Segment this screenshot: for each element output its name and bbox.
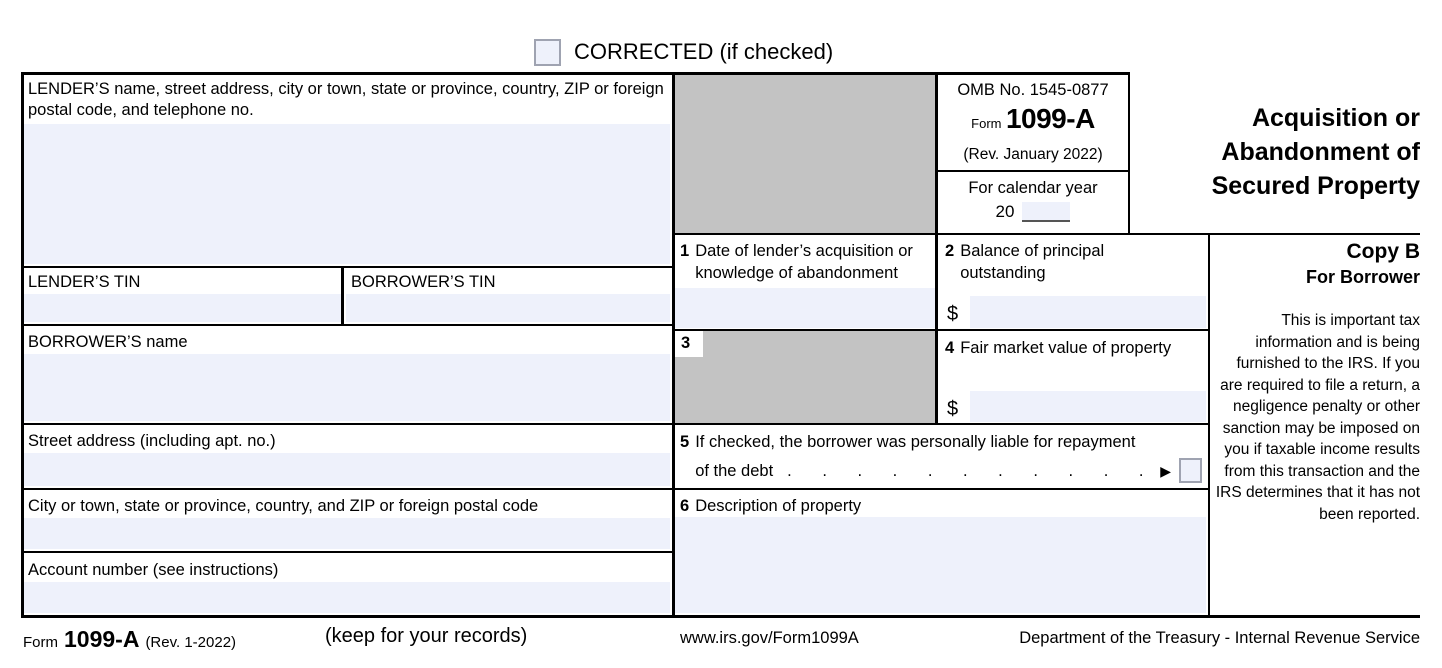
box5-number: 5 xyxy=(680,433,690,451)
omb-number: OMB No. 1545-0877 xyxy=(957,81,1109,99)
form-revision: (Rev. January 2022) xyxy=(963,146,1103,163)
lender-tin-input[interactable] xyxy=(24,294,341,322)
divider xyxy=(937,170,1130,172)
footer-form-word: Form xyxy=(23,634,58,651)
calendar-year-row xyxy=(940,202,1126,222)
corrected-label: CORRECTED (if checked) xyxy=(574,39,834,64)
box1-input[interactable] xyxy=(675,288,935,328)
box5-dot-leader: . . . . . . . . . . . xyxy=(787,461,1157,480)
box5-label-line2-row xyxy=(695,458,1202,483)
borrower-name-label: BORROWER’S name xyxy=(28,333,188,351)
box5-label-row xyxy=(680,431,1202,483)
form-word: Form xyxy=(971,116,1002,131)
box1-label: Date of lender’s acquisition or knowledge of abandonment xyxy=(695,242,913,282)
footer-form-revision: (Rev. 1-2022) xyxy=(145,634,237,651)
divider xyxy=(21,266,672,268)
form-title: Acquisition or Abandonment of Secured Property xyxy=(1211,104,1420,200)
box2-label: Balance of principal outstanding xyxy=(960,242,1105,282)
footer-form-identity xyxy=(23,626,236,653)
box4-label: Fair market value of property xyxy=(960,339,1172,357)
box4-label-row xyxy=(945,337,1201,359)
box5-checkbox[interactable] xyxy=(1179,458,1202,483)
form-number: 1099-A xyxy=(1005,103,1095,134)
footer-keep-note: (keep for your records) xyxy=(325,625,528,647)
box2-number: 2 xyxy=(945,242,955,260)
box6-number: 6 xyxy=(680,497,690,515)
box3-number: 3 xyxy=(681,334,691,352)
calendar-year-prefix: 20 xyxy=(995,202,1015,221)
footer-url[interactable]: www.irs.gov/Form1099A xyxy=(680,629,859,647)
box4-dollar-sign: $ xyxy=(947,398,959,420)
calendar-year-label: For calendar year xyxy=(968,179,1098,197)
border-top xyxy=(21,72,1128,75)
box4-number: 4 xyxy=(945,339,955,357)
box3-number-corner xyxy=(675,331,703,357)
street-address-label: Street address (including apt. no.) xyxy=(28,432,276,450)
street-address-input[interactable] xyxy=(24,453,670,486)
box4-input[interactable] xyxy=(970,391,1206,422)
borrower-tin-input[interactable] xyxy=(346,294,670,322)
divider xyxy=(1208,233,1210,617)
borrower-name-input[interactable] xyxy=(24,354,670,421)
box2-input[interactable] xyxy=(970,296,1206,328)
box6-label-row xyxy=(680,495,861,517)
box6-input[interactable] xyxy=(675,517,1206,613)
divider xyxy=(21,324,672,326)
border-bottom xyxy=(21,615,1420,618)
footer-agency: Department of the Treasury - Internal Revenue Service xyxy=(1019,629,1420,647)
divider xyxy=(341,266,344,326)
divider xyxy=(935,72,938,425)
corrected-checkbox[interactable] xyxy=(534,39,561,66)
box2-label-row xyxy=(945,240,1185,284)
copy-label: Copy B xyxy=(1346,240,1420,263)
divider xyxy=(21,423,1210,425)
box5-arrow-icon: ▶ xyxy=(1160,462,1171,479)
box1-label-row xyxy=(680,240,932,284)
divider xyxy=(1128,72,1130,235)
city-input[interactable] xyxy=(24,518,670,549)
box3-shaded-area xyxy=(675,331,935,423)
lender-info-input[interactable] xyxy=(24,124,670,264)
account-number-input[interactable] xyxy=(24,582,670,613)
divider xyxy=(672,233,1420,235)
lender-tin-label: LENDER’S TIN xyxy=(28,273,141,291)
copy-recipient: For Borrower xyxy=(1305,267,1420,287)
form-identity xyxy=(940,103,1126,135)
city-label: City or town, state or province, country, and ZIP or foreign postal code xyxy=(28,497,539,515)
borrower-tin-label: BORROWER’S TIN xyxy=(351,273,496,291)
shaded-box-top xyxy=(675,75,935,233)
box1-number: 1 xyxy=(680,242,690,260)
account-number-label: Account number (see instructions) xyxy=(28,561,279,579)
box5-label-line2: of the debt xyxy=(695,461,774,480)
footer-form-number: 1099-A xyxy=(64,626,140,652)
box6-label: Description of property xyxy=(695,497,862,515)
divider xyxy=(21,488,1210,490)
box5-label-line1: If checked, the borrower was personally liable for repayment xyxy=(695,433,1136,451)
borrower-notice: This is important tax information and is being furnished to the IRS. If you are required to file a return, a negligence penalty or other sanction may be imposed on you if taxable income results from this transaction and the IRS determines that it has not been reported. xyxy=(1215,312,1420,523)
divider xyxy=(21,551,672,553)
box2-dollar-sign: $ xyxy=(947,303,959,325)
calendar-year-input[interactable] xyxy=(1022,202,1070,222)
lender-info-label: LENDER’S name, street address, city or town, state or province, country, ZIP or foreign postal code, and telephone no. xyxy=(28,80,664,119)
